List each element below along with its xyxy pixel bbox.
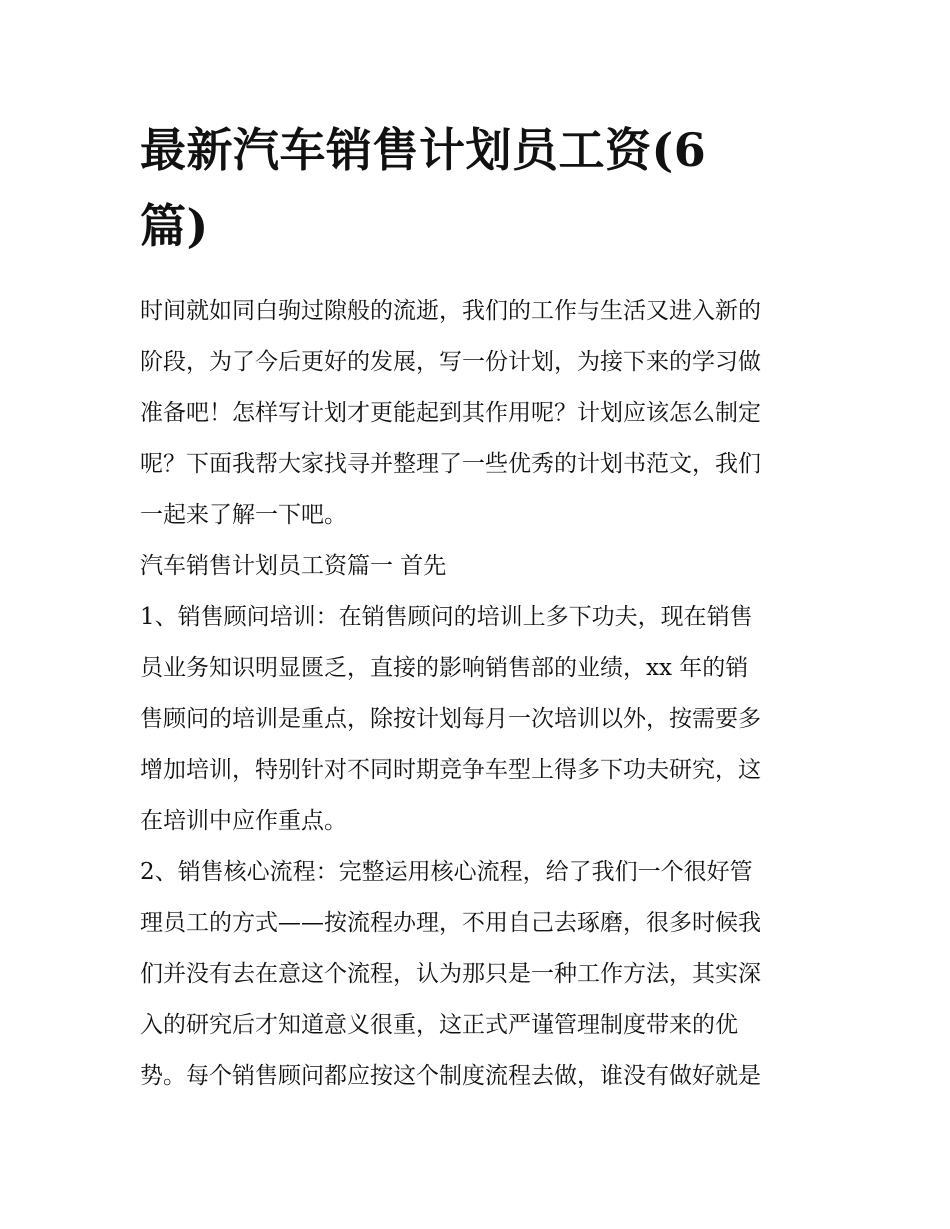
text-line: 增加培训，特别针对不同时期竞争车型上得多下功夫研究，这 bbox=[140, 757, 761, 783]
text-line: 势。每个销售顾问都应按这个制度流程去做，谁没有做好就是 bbox=[140, 1063, 761, 1089]
title-line: 最新汽车销售计划员工资(6 bbox=[140, 123, 707, 177]
text-line: 呢？下面我帮大家找寻并整理了一些优秀的计划书范文，我们 bbox=[140, 451, 761, 477]
text-line: 入的研究后才知道意义很重，这正式严谨管理制度带来的优 bbox=[140, 1012, 738, 1038]
title-line: 篇) bbox=[140, 199, 209, 253]
text-line: 在培训中应作重点。 bbox=[140, 808, 347, 834]
document-body bbox=[140, 286, 812, 1102]
text-line: 汽车销售计划员工资篇一 首先 bbox=[140, 553, 447, 579]
text-line: 1、销售顾问培训：在销售顾问的培训上多下功夫，现在销售 bbox=[140, 604, 753, 630]
text-line: 们并没有去在意这个流程，认为那只是一种工作方法，其实深 bbox=[140, 961, 761, 987]
text-line: 理员工的方式——按流程办理，不用自己去琢磨，很多时候我 bbox=[140, 910, 761, 936]
item-paragraph-1 bbox=[140, 592, 812, 847]
section-heading bbox=[140, 541, 812, 592]
intro-paragraph bbox=[140, 286, 812, 541]
text-line: 时间就如同白驹过隙般的流逝，我们的工作与生活又进入新的 bbox=[140, 298, 761, 324]
text-line: 准备吧！怎样写计划才更能起到其作用呢？计划应该怎么制定 bbox=[140, 400, 761, 426]
document-content bbox=[140, 112, 812, 1102]
document-title bbox=[140, 112, 780, 264]
text-line: 2、销售核心流程：完整运用核心流程，给了我们一个很好管 bbox=[140, 859, 753, 885]
text-line: 一起来了解一下吧。 bbox=[140, 502, 347, 528]
item-paragraph-2 bbox=[140, 847, 812, 1102]
text-line: 阶段，为了今后更好的发展，写一份计划，为接下来的学习做 bbox=[140, 349, 761, 375]
text-line: 员业务知识明显匮乏，直接的影响销售部的业绩，xx 年的销 bbox=[140, 655, 749, 681]
text-line: 售顾问的培训是重点，除按计划每月一次培训以外，按需要多 bbox=[140, 706, 761, 732]
